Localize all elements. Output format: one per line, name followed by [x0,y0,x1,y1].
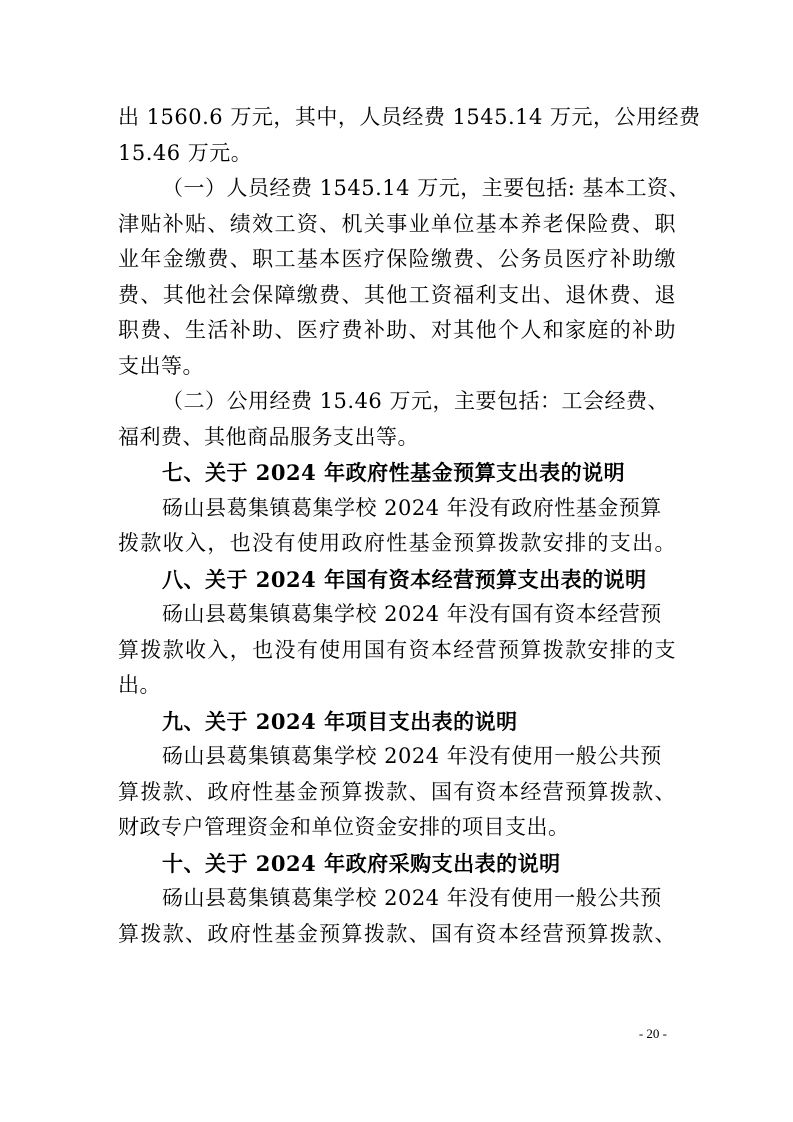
text-line: 算拨款、政府性基金预算拨款、国有资本经营预算拨款、 [118,779,676,804]
text-line: 财政专户管理资金和单位资金安排的项目支出。 [118,815,570,839]
text-line: 砀山县葛集镇葛集学校 2024 年没有使用一般公共预 [162,744,662,768]
text-line: 算拨款、政府性基金预算拨款、国有资本经营预算拨款、 [118,921,676,946]
section-heading: 八、关于 2024 年国有资本经营预算支出表的说明 [162,566,647,592]
text-line: 费、其他社会保障缴费、其他工资福利支出、退休费、退 [118,282,676,307]
text-line: 算拨款收入，也没有使用国有资本经营预算拨款安排的支 [118,637,676,662]
text-line: 支出等。 [118,353,204,378]
text-line: 砀山县葛集镇葛集学校 2024 年没有使用一般公共预 [162,886,662,910]
section-heading: 七、关于 2024 年政府性基金预算支出表的说明 [162,460,626,485]
text-line: （一）人员经费 1545.14 万元，主要包括: 基本工资、 [162,176,690,200]
text-line: 出 1560.6 万元，其中，人员经费 1545.14 万元，公用经费 [118,105,701,129]
text-line: 职费、生活补助、医疗费补助、对其他个人和家庭的补助 [118,318,676,342]
text-line: 出。 [118,673,161,697]
text-line: 拨款收入，也没有使用政府性基金预算拨款安排的支出。 [118,531,676,555]
text-line: （二）公用经费 15.46 万元，主要包括：工会经费、 [162,389,669,413]
section-heading: 十、关于 2024 年政府采购支出表的说明 [162,850,561,876]
text-line: 砀山县葛集镇葛集学校 2024 年没有政府性基金预算 [162,495,662,520]
text-line: 业年金缴费、职工基本医疗保险缴费、公务员医疗补助缴 [118,247,676,271]
page-number: - 20 - [638,1026,667,1041]
document-body [118,100,701,952]
text-line: 砀山县葛集镇葛集学校 2024 年没有国有资本经营预 [162,602,662,626]
section-heading: 九、关于 2024 年项目支出表的说明 [162,708,518,734]
text-line: 福利费、其他商品服务支出等。 [118,424,419,449]
text-line: 15.46 万元。 [118,140,253,165]
text-line: 津贴补贴、绩效工资、机关事业单位基本养老保险费、职 [118,211,676,236]
